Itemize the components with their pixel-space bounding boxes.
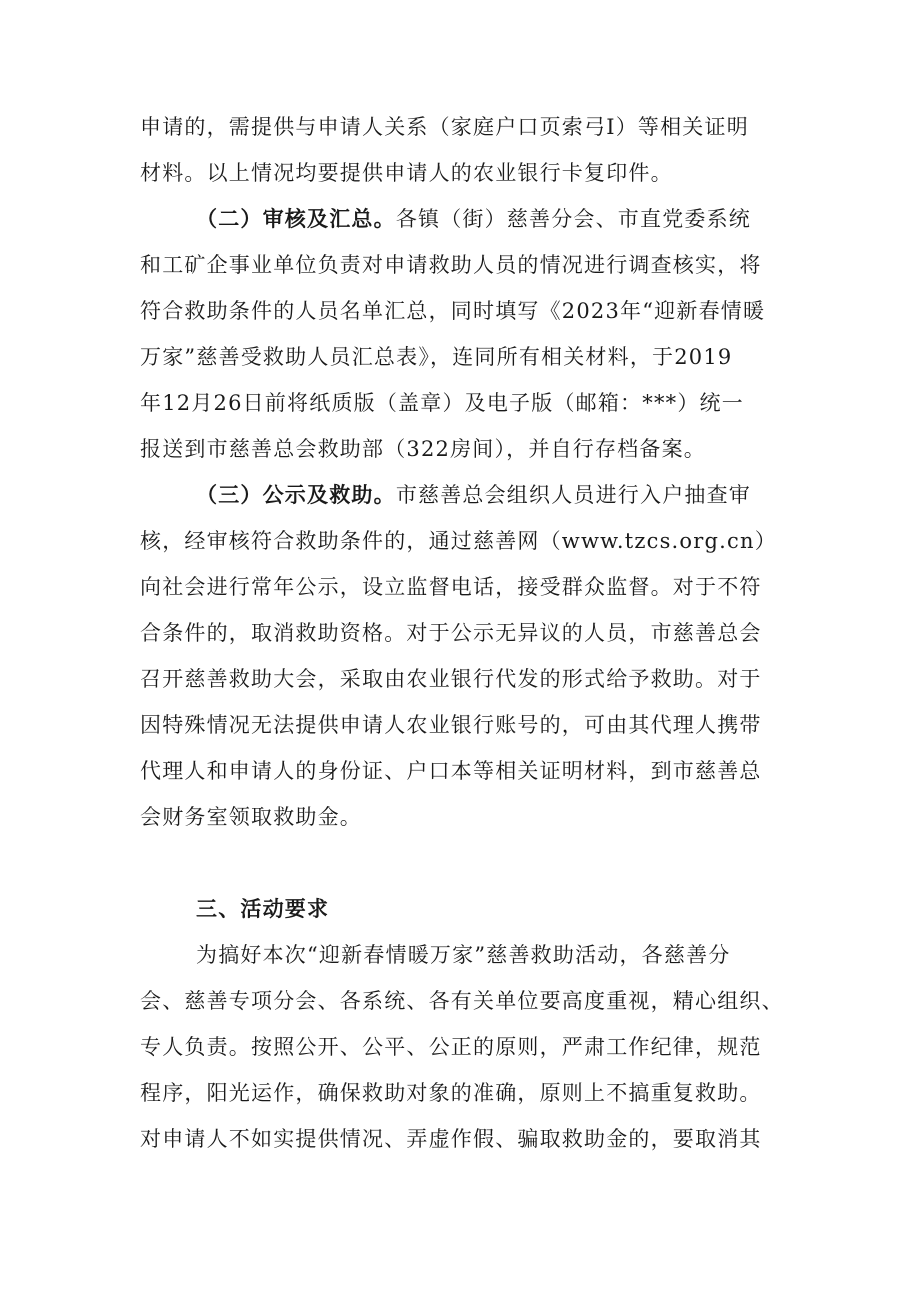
paragraph-line: 会财务室领取救助金。 [140,805,362,829]
paragraph-line: 材料。以上情况均要提供申请人的农业银行卡复印件。 [140,161,673,185]
section-3-first-line-text: 市慈善总会组织人员进行入户抽查审 [395,483,752,507]
section-spacer [140,840,790,886]
paragraph-line: 专人负责。按照公开、公平、公正的原则，严肃工作纪律，规范 [140,1035,762,1059]
paragraph-line: 代理人和申请人的身份证、户口本等相关证明材料，到市慈善总 [140,759,762,783]
section-2-first-line [140,196,790,242]
paragraph-line: 召开慈善救助大会，采取由农业银行代发的形式给予救助。对于 [140,667,762,691]
paragraph-line: 和工矿企事业单位负责对申请救助人员的情况进行调查核实，将 [140,253,762,277]
part-3-heading: 三、活动要求 [196,897,330,921]
section-3-title: （三）公示及救助。 [196,483,396,507]
paragraph-line: 年12月26日前将纸质版（盖章）及电子版（邮箱：***）统一 [140,391,744,415]
paragraph-line: 因特殊情况无法提供申请人农业银行账号的，可由其代理人携带 [140,713,762,737]
section-3-first-line [140,472,790,518]
paragraph-line: 对申请人不如实提供情况、弄虚作假、骗取救助金的，要取消其 [140,1127,762,1151]
paragraph-line: 会、慈善专项分会、各系统、各有关单位要高度重视，精心组织、 [140,989,784,1013]
document-page [140,104,790,1162]
paragraph-line: 万家”慈善受救助人员汇总表》，连同所有相关材料，于2019 [140,345,733,369]
paragraph-line: 核，经审核符合救助条件的，通过慈善网（www.tzcs.org.cn） [140,529,777,553]
paragraph-line: 为搞好本次“迎新春情暖万家”慈善救助活动，各慈善分 [196,943,731,967]
section-2-first-line-text: 各镇（街）慈善分会、市直党委系统 [395,207,752,231]
paragraph-line: 符合救助条件的人员名单汇总，同时填写《2023年“迎新春情暖 [140,299,766,323]
paragraph-line: 程序，阳光运作，确保救助对象的准确，原则上不搞重复救助。 [140,1081,762,1105]
section-2-title: （二）审核及汇总。 [196,207,396,231]
paragraph-line: 合条件的，取消救助资格。对于公示无异议的人员，市慈善总会 [140,621,762,645]
paragraph-line: 申请的，需提供与申请人关系（家庭户口页索弓Ⅰ）等相关证明 [140,115,749,139]
paragraph-line: 报送到市慈善总会救助部（322房间），并自行存档备案。 [140,437,706,461]
paragraph-line: 向社会进行常年公示，设立监督电话，接受群众监督。对于不符 [140,575,762,599]
